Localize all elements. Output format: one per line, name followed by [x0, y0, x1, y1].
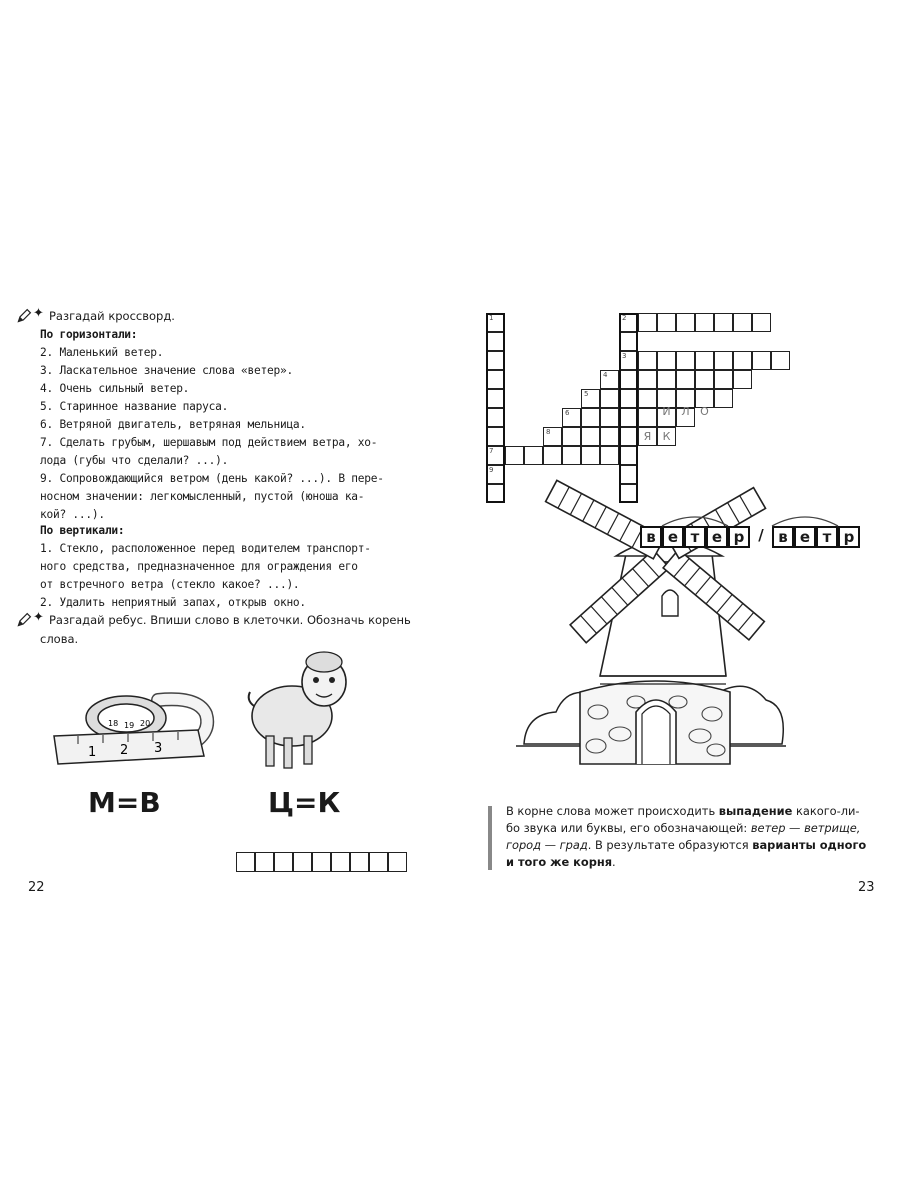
crossword-cell[interactable] [638, 351, 657, 370]
clue-across-7: 7. Сделать грубым, шершавым под действием ветра, хо- [40, 436, 378, 449]
crossword-cell[interactable] [733, 370, 752, 389]
star-icon: ✦ [33, 306, 44, 321]
word-letter: в [640, 526, 662, 548]
crossword-cell[interactable] [581, 446, 600, 465]
crossword-cell[interactable] [543, 446, 562, 465]
rule-example-veter: ветер — ветрище, [750, 821, 861, 835]
rebus-hint-mv: М=В [88, 786, 161, 819]
crossword-cell[interactable] [676, 313, 695, 332]
clue-across-9: 9. Сопровождающийся ветром (день какой? ...). В пере- [40, 472, 384, 485]
hint-letter: К [662, 430, 671, 443]
clue-across-7-cont: лода (губы что сделали? ...). [40, 454, 229, 467]
tape-number-18: 18 [108, 719, 119, 728]
crossword-cell[interactable] [676, 351, 695, 370]
rule-bold-root: и того же корня [506, 855, 613, 869]
rule-text-span: бо звука или буквы, его обозначающей: [506, 821, 751, 835]
answer-cell[interactable] [331, 852, 350, 872]
answer-cell[interactable] [369, 852, 388, 872]
crossword-cell[interactable] [676, 370, 695, 389]
answer-cell[interactable] [255, 852, 274, 872]
tape-number-3: 3 [154, 741, 163, 756]
clue-across-9-cont: носном значении: легкомысленный, пустой (юноша ка- [40, 490, 365, 503]
tape-number-1: 1 [88, 745, 97, 760]
clue-down-1-end: от встречного ветра (стекло какое? ...). [40, 578, 300, 591]
crossword-cell[interactable] [581, 389, 600, 408]
clue-across-3: 3. Ласкательное значение слова «ветер». [40, 364, 293, 377]
crossword-cell[interactable] [657, 370, 676, 389]
answer-cell[interactable] [236, 852, 255, 872]
crossword-cell[interactable] [600, 446, 619, 465]
word-letter: е [794, 526, 816, 548]
task2-instruction: Разгадай ребус. Впиши слово в клеточки. Обозначь корень [49, 613, 411, 627]
clue-across-2: 2. Маленький ветер. [40, 346, 164, 359]
word-letter: т [684, 526, 706, 548]
clue-across-4: 4. Очень сильный ветер. [40, 382, 190, 395]
slash-separator: / [758, 526, 764, 544]
crossword-cell[interactable] [600, 427, 619, 446]
crossword-cell[interactable] [638, 389, 657, 408]
measuring-tape-image [48, 690, 220, 770]
rule-example-gorod: город — град [506, 838, 588, 852]
star-icon: ✦ [33, 610, 44, 625]
rule-line-3 [506, 837, 876, 854]
answer-cell[interactable] [293, 852, 312, 872]
clue-down-1-cont: ного средства, предназначенное для ограждения его [40, 560, 358, 573]
clue-across-6: 6. Ветряной двигатель, ветряная мельница. [40, 418, 306, 431]
hint-letter: Л [681, 405, 690, 418]
vertical-1-frame [486, 313, 505, 503]
crossword-cell[interactable] [638, 408, 657, 427]
crossword-cell[interactable] [714, 313, 733, 332]
word-letter: т [816, 526, 838, 548]
crossword-cell[interactable] [657, 351, 676, 370]
rule-bold-variants: варианты одного [752, 838, 867, 852]
hint-letter: Я [643, 430, 652, 443]
crossword-cell[interactable] [562, 427, 581, 446]
answer-cell[interactable] [274, 852, 293, 872]
crossword-cell[interactable] [695, 370, 714, 389]
answer-cell[interactable] [350, 852, 369, 872]
sheep-image [244, 646, 362, 772]
rule-bold-dropout: выпадение [718, 804, 793, 818]
tape-number-19: 19 [124, 721, 135, 730]
word-letter: е [662, 526, 684, 548]
rebus-answer-grid[interactable] [236, 852, 416, 872]
rule-line-1 [506, 803, 876, 820]
rule-text-span: . [612, 855, 616, 869]
rule-text-span: В корне слова может происходить [506, 804, 719, 818]
pencil-icon [16, 308, 32, 324]
crossword-cell[interactable] [600, 389, 619, 408]
rebus-hint-tsk: Ц=К [268, 786, 341, 819]
rule-text-span: какого-ли- [792, 804, 860, 818]
word-letter: в [772, 526, 794, 548]
answer-cell[interactable] [388, 852, 407, 872]
root-arc-marks [640, 508, 870, 528]
crossword-cell[interactable] [695, 351, 714, 370]
rule-accent-bar [488, 806, 492, 870]
word-letter: р [728, 526, 750, 548]
clue-down-1: 1. Стекло, расположенное перед водителем транспорт- [40, 542, 371, 555]
page-number-left: 22 [28, 880, 45, 895]
clue-across-5: 5. Старинное название паруса. [40, 400, 229, 413]
word-letter: е [706, 526, 728, 548]
crossword-cell[interactable] [505, 446, 524, 465]
crossword-cell[interactable] [752, 351, 771, 370]
task2-instruction-cont: слова. [40, 632, 79, 646]
crossword-cell[interactable] [600, 370, 619, 389]
crossword-cell[interactable] [581, 427, 600, 446]
clue-down-2: 2. Удалить неприятный запах, открыв окно. [40, 596, 306, 609]
pencil-icon [16, 612, 32, 628]
clue-across-9-end: кой? ...). [40, 508, 105, 521]
crossword-cell[interactable] [771, 351, 790, 370]
vertical-2-frame [619, 313, 638, 503]
crossword-cell[interactable] [733, 313, 752, 332]
crossword-cell[interactable] [714, 370, 733, 389]
across-heading: По горизонтали: [40, 328, 138, 341]
rule-line-4 [506, 854, 876, 871]
rule-line-2 [506, 820, 876, 837]
answer-cell[interactable] [312, 852, 331, 872]
crossword-cell[interactable] [600, 408, 619, 427]
crossword-cell[interactable] [638, 370, 657, 389]
crossword-cell[interactable] [562, 408, 581, 427]
crossword-cell[interactable] [733, 351, 752, 370]
rule-text [506, 803, 876, 871]
hint-letter: И [662, 405, 671, 418]
crossword-cell[interactable] [714, 351, 733, 370]
crossword-cell[interactable] [581, 408, 600, 427]
crossword-cell[interactable] [543, 427, 562, 446]
crossword-cell[interactable] [638, 313, 657, 332]
word-letter: р [838, 526, 860, 548]
crossword-cell[interactable] [524, 446, 543, 465]
down-heading: По вертикали: [40, 524, 125, 537]
crossword-cell[interactable] [695, 313, 714, 332]
task1-instruction: Разгадай кроссворд. [49, 309, 175, 323]
crossword-grid[interactable] [486, 313, 786, 513]
root-word-row [640, 526, 870, 550]
rule-text-span: . В результате образуются [587, 838, 753, 852]
crossword-cell[interactable] [657, 313, 676, 332]
page-number-right: 23 [858, 880, 875, 895]
crossword-cell[interactable] [714, 389, 733, 408]
tape-number-20: 20 [140, 719, 151, 728]
tape-number-2: 2 [120, 743, 129, 758]
hint-letter: О [700, 405, 709, 418]
crossword-cell[interactable] [562, 446, 581, 465]
crossword-cell[interactable] [752, 313, 771, 332]
